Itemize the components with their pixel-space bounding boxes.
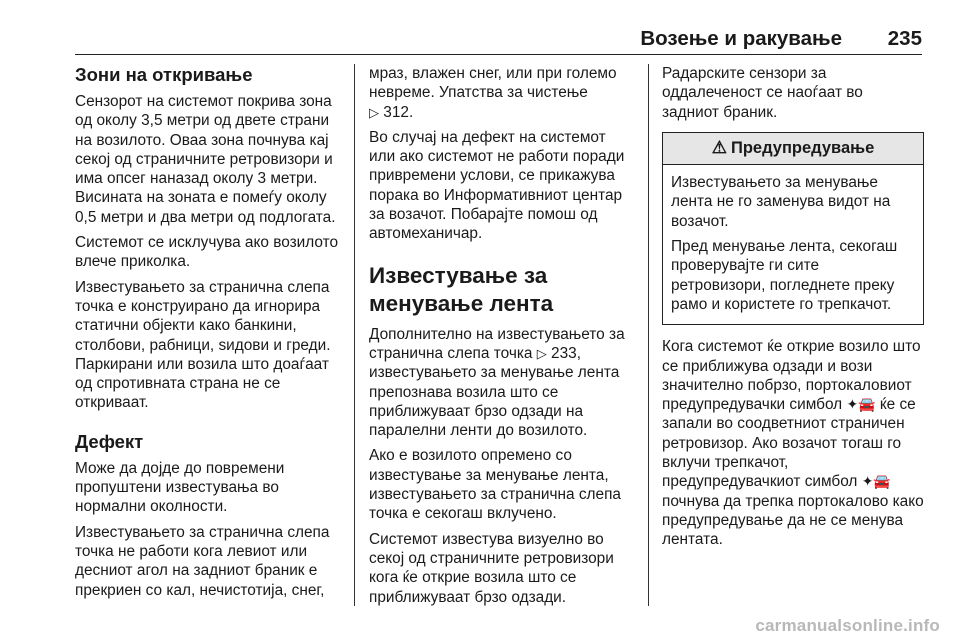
heading-lane-change-alert: Известување за менување лента: [369, 262, 554, 316]
paragraph-text: Кога системот ќе открие возило што се приближува одзади и вози значително побрзо, портокаловиот предупредувачки симбол: [662, 338, 921, 414]
paragraph: Известувањето за странична слепа точка е конструирано да игнорира статични објекти како банкини, столбови, рабници, ѕидови и греди. Паркирани или возила што доаѓаат од спротивната страна не се откриваат.: [75, 278, 331, 412]
heading-detection-zones: Зони на откривање: [75, 64, 253, 85]
paragraph: [369, 325, 633, 441]
lane-change-warning-symbol-icon: ✦🚘: [846, 396, 876, 413]
lane-change-warning-symbol-icon: ✦🚘: [861, 473, 891, 490]
warning-paragraph: Пред менување лента, секогаш проверувајте ги сите ретровизори, погледнете преку рамо и користете го трепкачот.: [671, 238, 898, 313]
paragraph-text: известувањето за менување лента препознава возила што се приближуваат брзо одзади на паралелни ленти до возилото.: [369, 364, 620, 440]
paragraph: [369, 64, 633, 122]
header-rule: [75, 54, 922, 55]
paragraph: Сензорот на системот покрива зона од околу 3,5 метри од двете страни на возилото. Оваа зона почнува кај секој од страничните ретровизори и има опсег наназад околу 3 метри. Висината на зоната е помеѓу околу 0,5 метри и два метри од подлогата.: [75, 93, 336, 226]
paragraph: Системот известува визуелно во секој од страничните ретровизори кога ќе открие возила што се приближуваат брзо одзади.: [369, 530, 614, 606]
paragraph-text: почнува да трепка портокалово како предупредување да не се менува лентата.: [662, 492, 924, 549]
warning-title: Предупредување: [730, 138, 875, 157]
paragraph: Известувањето за странична слепа точка не работи кога левиот или десниот агол на задниот браник е прекриен со кал, нечистотија, снег,: [75, 523, 330, 599]
paragraph-text: мраз, влажен снег, или при големо невреме. Упатства за чистење: [369, 65, 617, 102]
column-3: [662, 64, 924, 556]
warning-paragraph: Известувањето за менување лента не го заменува видот на возачот.: [671, 174, 891, 230]
paragraph: Ако е возилото опремено со известување за менување лента, известувањето за странична слепа точка е секогаш вклучено.: [369, 447, 621, 523]
warning-header: [663, 133, 923, 165]
warning-body: [663, 165, 923, 324]
column-2: [369, 64, 633, 613]
paragraph-text: Дополнително на известувањето за странична слепа точка: [369, 325, 625, 362]
footer-watermark: carmanualsonline.info: [755, 616, 940, 635]
page-reference-link[interactable]: 312.: [383, 103, 414, 121]
heading-defect: Дефект: [75, 430, 144, 452]
page-ref-arrow-icon: ▷: [369, 104, 379, 120]
paragraph-text: ќе се запали во соодветниот страничен ретровизор. Ако возачот тогаш го вклучи трепкачот, предупредувачкиот симбол: [662, 396, 916, 491]
paragraph: Во случај на дефект на системот или ако системот не работи поради привремени услови, се прикажува порака во Информативниот центар за возачот. Побарајте помош од автомеханичар.: [369, 128, 625, 243]
column-divider-1: [354, 64, 355, 606]
page-number: 235: [887, 27, 922, 50]
page-reference-link[interactable]: 233,: [551, 344, 581, 362]
paragraph: [662, 337, 924, 549]
paragraph: Радарските сензори за оддалеченост се наоѓаат во задниот браник.: [662, 65, 863, 121]
warning-box: [662, 132, 924, 325]
paragraph: Системот се исклучува ако возилото влече приколка.: [75, 234, 339, 271]
page-ref-arrow-icon: ▷: [536, 345, 547, 361]
column-1: [75, 64, 343, 606]
header-title: Возење и ракување: [640, 27, 842, 50]
warning-triangle-icon: ⚠: [711, 137, 727, 157]
column-divider-2: [648, 64, 649, 606]
paragraph: Може да дојде до повремени пропуштени известувања во нормални околности.: [75, 459, 285, 516]
